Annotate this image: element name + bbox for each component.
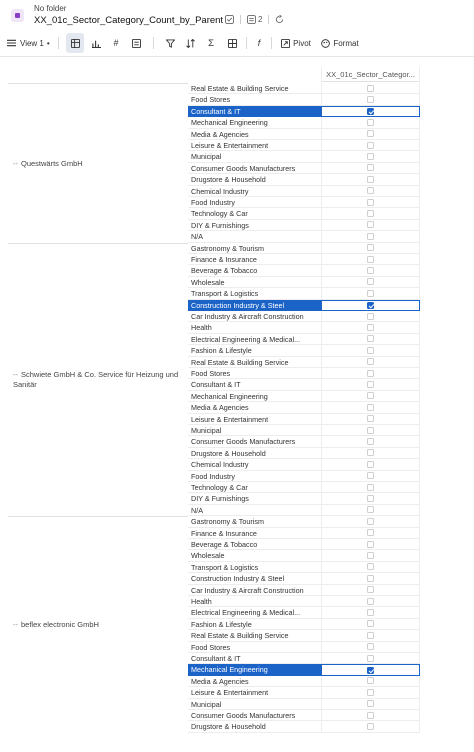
- value-cell[interactable]: [321, 653, 420, 664]
- value-cell[interactable]: [321, 368, 420, 379]
- table-row[interactable]: [188, 174, 420, 185]
- checkbox[interactable]: [367, 153, 374, 160]
- value-cell[interactable]: [321, 265, 420, 276]
- value-cell[interactable]: [321, 585, 420, 596]
- checkbox[interactable]: [367, 689, 374, 696]
- table-row[interactable]: [188, 265, 420, 276]
- category-cell[interactable]: Car Industry & Aircraft Construction: [188, 311, 321, 322]
- table-row[interactable]: [188, 414, 420, 425]
- category-cell[interactable]: Transport & Logistics: [188, 562, 321, 573]
- category-cell[interactable]: Technology & Car: [188, 208, 321, 219]
- checkbox[interactable]: [367, 199, 374, 206]
- category-cell[interactable]: Drugstore & Household: [188, 174, 321, 185]
- category-cell[interactable]: Chemical Industry: [188, 459, 321, 470]
- table-row[interactable]: [188, 117, 420, 128]
- value-cell[interactable]: [321, 676, 420, 687]
- category-cell[interactable]: Technology & Car: [188, 482, 321, 493]
- parent-name: Questwärts GmbH: [21, 158, 83, 168]
- category-cell[interactable]: Wholesale: [188, 277, 321, 288]
- checkbox[interactable]: [367, 427, 374, 434]
- category-cell[interactable]: Drugstore & Household: [188, 448, 321, 459]
- checkbox[interactable]: [367, 142, 374, 149]
- value-cell[interactable]: [321, 436, 420, 447]
- table-row[interactable]: [188, 676, 420, 687]
- checkbox[interactable]: [367, 347, 374, 354]
- checkbox[interactable]: [367, 461, 374, 468]
- checkbox[interactable]: [367, 381, 374, 388]
- value-cell[interactable]: [321, 573, 420, 584]
- table-row[interactable]: [188, 493, 420, 504]
- category-cell[interactable]: Drugstore & Household: [188, 721, 321, 732]
- checkbox[interactable]: [367, 370, 374, 377]
- hash-icon: #: [113, 38, 119, 48]
- category-cell[interactable]: Consultant & IT: [188, 106, 321, 117]
- value-cell[interactable]: [321, 459, 420, 470]
- checkbox[interactable]: [367, 392, 374, 399]
- checkbox[interactable]: [367, 256, 374, 263]
- category-cell[interactable]: Health: [188, 596, 321, 607]
- category-cell[interactable]: Municipal: [188, 425, 321, 436]
- category-cell[interactable]: Fashion & Lifestyle: [188, 345, 321, 356]
- table-row[interactable]: [188, 106, 420, 117]
- table-row[interactable]: [188, 94, 420, 105]
- value-cell[interactable]: [321, 186, 420, 197]
- value-cell[interactable]: [321, 140, 420, 151]
- value-cell[interactable]: [321, 493, 420, 504]
- checkbox[interactable]: [367, 598, 374, 605]
- checkbox[interactable]: [367, 210, 374, 217]
- value-cell[interactable]: [321, 596, 420, 607]
- checkbox[interactable]: [367, 506, 374, 513]
- category-cell[interactable]: Finance & Insurance: [188, 528, 321, 539]
- category-cell[interactable]: Real Estate & Building Service: [188, 357, 321, 368]
- table-row[interactable]: [188, 516, 420, 527]
- checkbox[interactable]: [367, 632, 374, 639]
- value-cell[interactable]: [321, 208, 420, 219]
- checkbox[interactable]: [367, 187, 374, 194]
- checkbox[interactable]: [367, 313, 374, 320]
- table-row[interactable]: [188, 505, 420, 516]
- value-cell[interactable]: [321, 664, 420, 675]
- value-cell[interactable]: [321, 174, 420, 185]
- table-row[interactable]: [188, 197, 420, 208]
- table-row[interactable]: [188, 254, 420, 265]
- table-row[interactable]: [188, 345, 420, 356]
- table-row[interactable]: [188, 208, 420, 219]
- value-cell[interactable]: [321, 334, 420, 345]
- value-cell[interactable]: [321, 516, 420, 527]
- value-cell[interactable]: [321, 710, 420, 721]
- table-row[interactable]: [188, 699, 420, 710]
- pivot-label: Pivot: [293, 38, 311, 48]
- category-cell[interactable]: Municipal: [188, 699, 321, 710]
- category-cell[interactable]: Wholesale: [188, 550, 321, 561]
- category-cell[interactable]: Media & Agencies: [188, 129, 321, 140]
- table-row[interactable]: [188, 322, 420, 333]
- table-row[interactable]: [188, 300, 420, 311]
- category-cell[interactable]: Media & Agencies: [188, 676, 321, 687]
- value-cell[interactable]: [321, 505, 420, 516]
- checked-checkbox[interactable]: [367, 108, 374, 115]
- checkbox[interactable]: [367, 358, 374, 365]
- value-cell[interactable]: [321, 471, 420, 482]
- checkbox[interactable]: [367, 164, 374, 171]
- checkbox[interactable]: [367, 575, 374, 582]
- column-header[interactable]: XX_01c_Sector_Categor...: [321, 67, 420, 82]
- folder-label[interactable]: No folder: [34, 4, 67, 13]
- category-cell[interactable]: Food Stores: [188, 368, 321, 379]
- category-cell[interactable]: Car Industry & Aircraft Construction: [188, 585, 321, 596]
- checkbox[interactable]: [367, 335, 374, 342]
- value-cell[interactable]: [321, 277, 420, 288]
- value-cell[interactable]: [321, 83, 420, 94]
- table-row[interactable]: [188, 630, 420, 641]
- collapse-icon[interactable]: --: [13, 158, 18, 168]
- checkbox[interactable]: [367, 244, 374, 251]
- category-cell[interactable]: Health: [188, 322, 321, 333]
- value-cell[interactable]: [321, 322, 420, 333]
- parent-group: [8, 516, 188, 733]
- value-cell[interactable]: [321, 391, 420, 402]
- table-row[interactable]: [188, 459, 420, 470]
- category-cell[interactable]: Consumer Goods Manufacturers: [188, 163, 321, 174]
- table-row[interactable]: [188, 596, 420, 607]
- value-cell[interactable]: [321, 607, 420, 618]
- table-row[interactable]: [188, 687, 420, 698]
- value-cell[interactable]: [321, 300, 420, 311]
- category-cell[interactable]: Food Stores: [188, 94, 321, 105]
- category-cell[interactable]: Gastronomy & Tourism: [188, 243, 321, 254]
- table-row[interactable]: [188, 436, 420, 447]
- value-cell[interactable]: [321, 687, 420, 698]
- sigma-icon: Σ: [208, 37, 214, 49]
- checkbox[interactable]: [367, 586, 374, 593]
- table-row[interactable]: [188, 619, 420, 630]
- table-row[interactable]: [188, 539, 420, 550]
- table-row[interactable]: [188, 471, 420, 482]
- category-cell[interactable]: Leisure & Entertainment: [188, 414, 321, 425]
- category-cell[interactable]: Electrical Engineering & Medical...: [188, 334, 321, 345]
- table-row[interactable]: [188, 528, 420, 539]
- value-cell[interactable]: [321, 106, 420, 117]
- checkbox[interactable]: [367, 278, 374, 285]
- category-cell[interactable]: Mechanical Engineering: [188, 391, 321, 402]
- value-cell[interactable]: [321, 721, 420, 732]
- category-cell[interactable]: Finance & Insurance: [188, 254, 321, 265]
- value-cell[interactable]: [321, 642, 420, 653]
- table-row[interactable]: [188, 482, 420, 493]
- value-cell[interactable]: [321, 117, 420, 128]
- checkbox[interactable]: [367, 472, 374, 479]
- checkbox[interactable]: [367, 655, 374, 662]
- parent-label[interactable]: [13, 620, 185, 630]
- category-cell[interactable]: Consultant & IT: [188, 653, 321, 664]
- category-cell[interactable]: Electrical Engineering & Medical...: [188, 607, 321, 618]
- value-cell[interactable]: [321, 402, 420, 413]
- table-row[interactable]: [188, 311, 420, 322]
- view-dot: •: [46, 38, 50, 48]
- category-cell[interactable]: Food Industry: [188, 197, 321, 208]
- table-row[interactable]: [188, 721, 420, 732]
- value-cell[interactable]: [321, 539, 420, 550]
- checkbox[interactable]: [367, 518, 374, 525]
- checkbox[interactable]: [367, 404, 374, 411]
- parent-name: Schwiete GmbH & Co. Service für Heizung und Sanitär: [13, 370, 179, 390]
- category-cell[interactable]: N/A: [188, 231, 321, 242]
- checkbox[interactable]: [367, 438, 374, 445]
- table-row[interactable]: [188, 129, 420, 140]
- value-cell[interactable]: [321, 448, 420, 459]
- table-row[interactable]: [188, 562, 420, 573]
- checkbox[interactable]: [367, 221, 374, 228]
- table-row[interactable]: [188, 231, 420, 242]
- checkbox[interactable]: [367, 712, 374, 719]
- checkbox[interactable]: [367, 267, 374, 274]
- category-cell[interactable]: Food Industry: [188, 471, 321, 482]
- table-row[interactable]: [188, 664, 420, 675]
- category-cell[interactable]: Real Estate & Building Service: [188, 630, 321, 641]
- table-row[interactable]: [188, 391, 420, 402]
- checkbox[interactable]: [367, 449, 374, 456]
- table-row[interactable]: [188, 151, 420, 162]
- collapse-icon[interactable]: --: [13, 370, 18, 380]
- table-row[interactable]: [188, 243, 420, 254]
- value-cell[interactable]: [321, 163, 420, 174]
- table-row[interactable]: [188, 379, 420, 390]
- checkbox[interactable]: [367, 176, 374, 183]
- value-cell[interactable]: [321, 254, 420, 265]
- category-cell[interactable]: Consumer Goods Manufacturers: [188, 710, 321, 721]
- value-cell[interactable]: [321, 528, 420, 539]
- category-cell[interactable]: Leisure & Entertainment: [188, 687, 321, 698]
- category-cell[interactable]: Chemical Industry: [188, 186, 321, 197]
- value-cell[interactable]: [321, 630, 420, 641]
- category-cell[interactable]: Leisure & Entertainment: [188, 140, 321, 151]
- category-cell[interactable]: Transport & Logistics: [188, 288, 321, 299]
- parent-label[interactable]: [13, 370, 185, 390]
- table-row[interactable]: [188, 83, 420, 94]
- value-cell[interactable]: [321, 231, 420, 242]
- value-cell[interactable]: [321, 550, 420, 561]
- table-row[interactable]: [188, 573, 420, 584]
- checkbox[interactable]: [367, 677, 374, 684]
- table-row[interactable]: [188, 448, 420, 459]
- table-row[interactable]: [188, 140, 420, 151]
- value-cell[interactable]: [321, 379, 420, 390]
- view-label: View 1: [20, 38, 44, 48]
- value-cell[interactable]: [321, 243, 420, 254]
- table-row[interactable]: [188, 402, 420, 413]
- table-row[interactable]: [188, 220, 420, 231]
- category-cell[interactable]: Consultant & IT: [188, 379, 321, 390]
- value-cell[interactable]: [321, 482, 420, 493]
- table-row[interactable]: [188, 368, 420, 379]
- category-cell[interactable]: Real Estate & Building Service: [188, 83, 321, 94]
- value-cell[interactable]: [321, 151, 420, 162]
- checkbox[interactable]: [367, 700, 374, 707]
- checkbox[interactable]: [367, 130, 374, 137]
- checked-checkbox[interactable]: [367, 667, 374, 674]
- table-row[interactable]: [188, 357, 420, 368]
- checkbox[interactable]: [367, 620, 374, 627]
- value-cell[interactable]: [321, 357, 420, 368]
- category-cell[interactable]: Municipal: [188, 151, 321, 162]
- category-cell[interactable]: Beverage & Tobacco: [188, 265, 321, 276]
- page-title[interactable]: XX_01c_Sector_Category_Count_by_Parent: [34, 15, 224, 26]
- value-cell[interactable]: [321, 425, 420, 436]
- category-cell[interactable]: Media & Agencies: [188, 402, 321, 413]
- table-row[interactable]: [188, 585, 420, 596]
- table-row[interactable]: [188, 642, 420, 653]
- table-row[interactable]: [188, 277, 420, 288]
- checkbox[interactable]: [367, 529, 374, 536]
- value-cell[interactable]: [321, 129, 420, 140]
- parent-label[interactable]: [13, 159, 185, 169]
- checkbox[interactable]: [367, 233, 374, 240]
- checkbox[interactable]: [367, 643, 374, 650]
- checkbox[interactable]: [367, 541, 374, 548]
- value-cell[interactable]: [321, 414, 420, 425]
- checkbox[interactable]: [367, 119, 374, 126]
- value-cell[interactable]: [321, 311, 420, 322]
- parent-group: [8, 83, 188, 243]
- value-cell[interactable]: [321, 562, 420, 573]
- checkbox[interactable]: [367, 552, 374, 559]
- category-cell[interactable]: DIY & Furnishings: [188, 220, 321, 231]
- category-cell[interactable]: Fashion & Lifestyle: [188, 619, 321, 630]
- table-row[interactable]: [188, 653, 420, 664]
- parent-group: [8, 243, 188, 517]
- table-row[interactable]: [188, 550, 420, 561]
- category-cell[interactable]: Gastronomy & Tourism: [188, 516, 321, 527]
- category-cell[interactable]: Food Stores: [188, 642, 321, 653]
- value-cell[interactable]: [321, 619, 420, 630]
- checked-checkbox[interactable]: [367, 302, 374, 309]
- table-row[interactable]: [188, 334, 420, 345]
- value-cell[interactable]: [321, 197, 420, 208]
- checkbox[interactable]: [367, 563, 374, 570]
- checkbox[interactable]: [367, 495, 374, 502]
- category-cell[interactable]: Mechanical Engineering: [188, 117, 321, 128]
- checkbox[interactable]: [367, 723, 374, 730]
- checkbox[interactable]: [367, 324, 374, 331]
- category-cell[interactable]: Consumer Goods Manufacturers: [188, 436, 321, 447]
- collapse-icon[interactable]: --: [13, 620, 18, 630]
- checkbox[interactable]: [367, 609, 374, 616]
- checkbox[interactable]: [367, 85, 374, 92]
- table-row[interactable]: [188, 288, 420, 299]
- checkbox[interactable]: [367, 96, 374, 103]
- checkbox[interactable]: [367, 415, 374, 422]
- value-cell[interactable]: [321, 345, 420, 356]
- table-row[interactable]: [188, 163, 420, 174]
- category-cell[interactable]: N/A: [188, 505, 321, 516]
- value-cell[interactable]: [321, 699, 420, 710]
- category-cell[interactable]: Construction Industry & Steel: [188, 573, 321, 584]
- table-row[interactable]: [188, 607, 420, 618]
- category-cell[interactable]: DIY & Furnishings: [188, 493, 321, 504]
- category-cell[interactable]: Beverage & Tobacco: [188, 539, 321, 550]
- format-label: Format: [333, 38, 359, 48]
- category-cell[interactable]: Construction Industry & Steel: [188, 300, 321, 311]
- function-icon: f: [257, 38, 261, 48]
- checkbox[interactable]: [367, 290, 374, 297]
- checkbox[interactable]: [367, 484, 374, 491]
- value-cell[interactable]: [321, 94, 420, 105]
- value-cell[interactable]: [321, 220, 420, 231]
- category-cell[interactable]: Mechanical Engineering: [188, 664, 321, 675]
- value-cell[interactable]: [321, 288, 420, 299]
- table-row[interactable]: [188, 186, 420, 197]
- table-row[interactable]: [188, 425, 420, 436]
- layers-count: 2: [258, 15, 263, 24]
- parent-name: beflex electronic GmbH: [21, 620, 99, 630]
- table-row[interactable]: [188, 710, 420, 721]
